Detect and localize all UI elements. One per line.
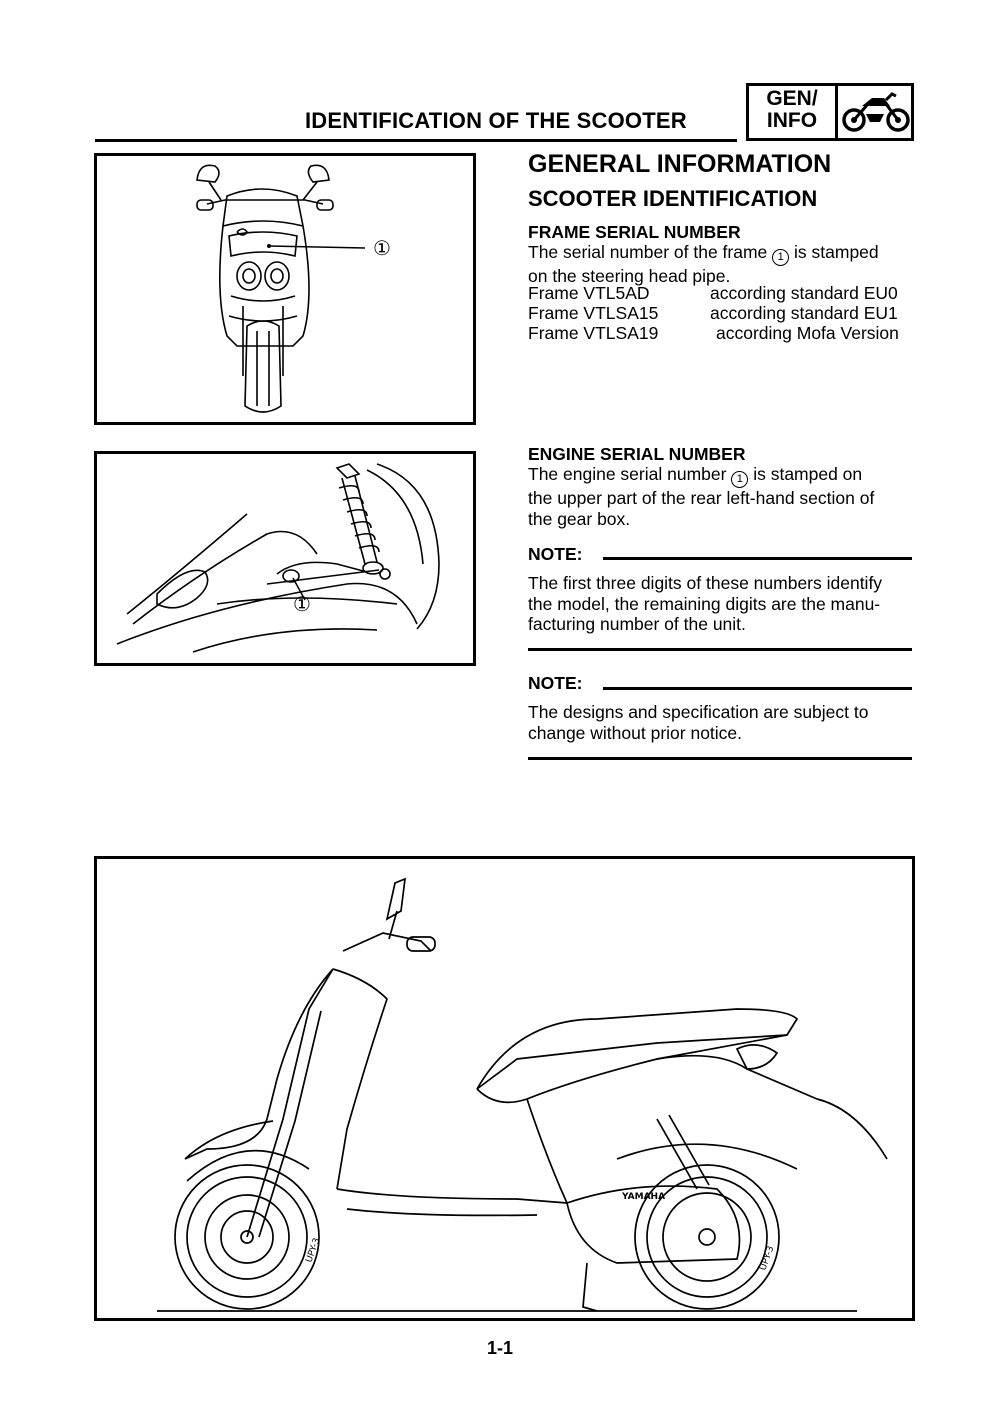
frame-row: Frame VTLSA19 — [528, 323, 659, 343]
frame-text-line2: on the steering head pipe. — [528, 266, 731, 286]
frame-row-spec: according standard EU1 — [710, 303, 898, 323]
engine-text-after: is stamped on — [753, 464, 863, 484]
badge-line-1: GEN/ — [766, 87, 818, 110]
engine-text-before: The engine serial number — [528, 464, 727, 484]
note-body — [528, 573, 918, 635]
figure-front-view — [94, 153, 476, 425]
frame-text-before: The serial number of the frame — [528, 242, 768, 262]
note-top-rule — [603, 557, 912, 560]
engine-text-line2: the upper part of the rear left-hand section of — [528, 488, 875, 508]
engine-detail-illustration — [97, 454, 473, 663]
frame-text-after: is stamped — [794, 242, 879, 262]
note-bottom-rule — [528, 757, 912, 760]
frame-row: Frame VTLSA15 — [528, 303, 659, 323]
note-bottom-rule — [528, 648, 912, 651]
figure-engine-detail — [94, 451, 476, 666]
page-number: 1-1 — [486, 1338, 513, 1358]
engine-callout: 1 — [731, 471, 748, 488]
note-line: facturing number of the unit. — [528, 614, 746, 634]
section-subheading: SCOOTER IDENTIFICATION — [528, 186, 818, 211]
engine-text-line3: the gear box. — [528, 508, 631, 529]
figure-scooter-side-view — [94, 856, 915, 1321]
note-top-rule — [603, 687, 912, 690]
motorcycle-icon — [840, 88, 912, 136]
note-line: change without prior notice. — [528, 722, 743, 743]
note-line: the model, the remaining digits are the manu- — [528, 593, 881, 614]
badge-text — [752, 88, 832, 132]
frame-row-spec: according Mofa Version — [716, 323, 899, 343]
frame-row: Frame VTL5AD — [528, 283, 650, 303]
badge-line-2: INFO — [766, 109, 818, 132]
scooter-label-tyre-rear: UPY-3 — [758, 1244, 777, 1273]
header-rule — [95, 139, 737, 142]
scooter-label-brand: YAMAHA — [622, 1192, 666, 1202]
engine-callout-number: ① — [293, 592, 311, 616]
frame-serial-text — [528, 242, 918, 287]
note-label: NOTE: — [528, 673, 583, 693]
section-heading: GENERAL INFORMATION — [528, 150, 832, 178]
scooter-side-illustration — [97, 859, 912, 1318]
engine-serial-text — [528, 464, 918, 529]
note-line: The first three digits of these numbers identify — [528, 573, 883, 593]
scooter-front-illustration — [97, 156, 473, 422]
scooter-label-tyre-front: UPY-3 — [304, 1236, 323, 1265]
badge-divider — [835, 83, 838, 141]
front-callout-number: ① — [373, 236, 391, 260]
page-header-title: IDENTIFICATION OF THE SCOOTER — [305, 108, 687, 133]
note-body — [528, 702, 918, 743]
note-label: NOTE: — [528, 544, 583, 564]
note-line: The designs and specification are subject to — [528, 702, 869, 722]
engine-serial-title: ENGINE SERIAL NUMBER — [528, 444, 746, 464]
frame-callout: 1 — [772, 249, 789, 266]
frame-serial-title: FRAME SERIAL NUMBER — [528, 222, 741, 242]
frame-row-spec: according standard EU0 — [710, 283, 898, 303]
